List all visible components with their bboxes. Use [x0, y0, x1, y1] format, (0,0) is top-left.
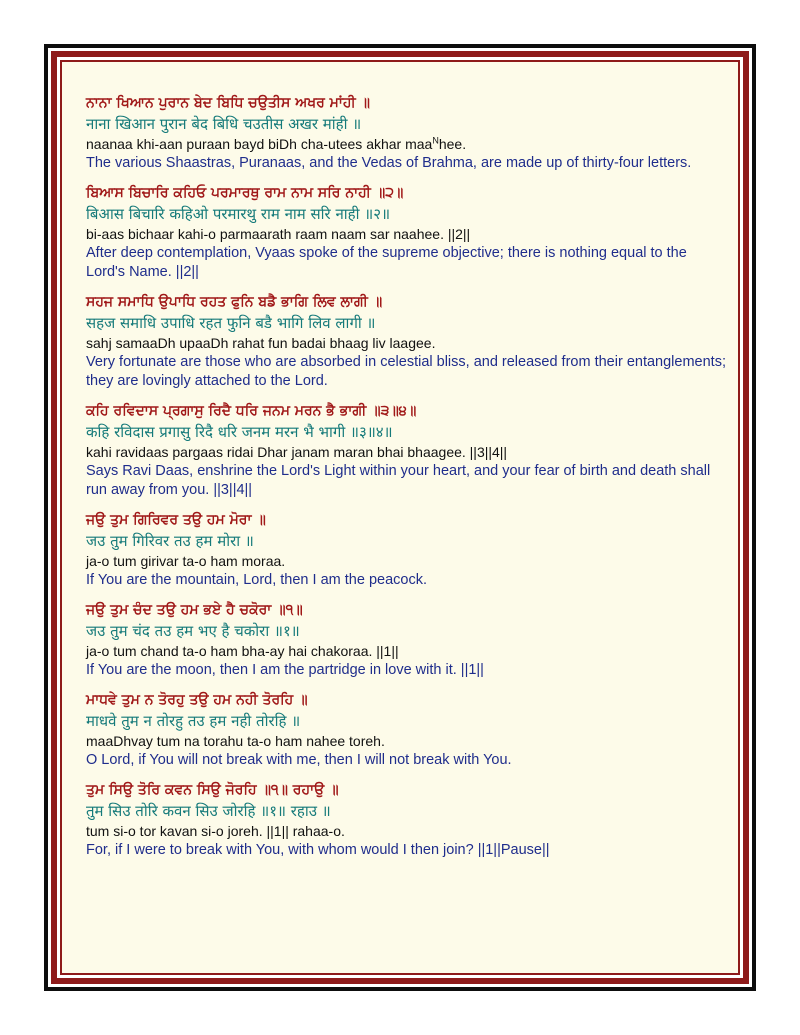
english-translation: Very fortunate are those who are absorbed in celestial bliss, and released from their entanglements; they are lovingly attached to the Lord.: [86, 354, 726, 389]
verse: [86, 780, 726, 860]
transliteration-tail: hee.: [438, 136, 467, 152]
verse: [86, 292, 726, 391]
devanagari-line: माधवे तुम न तोरहु तउ हम नही तोरहि ॥: [86, 712, 301, 730]
devanagari-line: तुम सिउ तोरि कवन सिउ जोरहि ॥१॥ रहाउ ॥: [86, 802, 331, 820]
gurmukhi-line: ਬਿਆਸ ਬਿਚਾਰਿ ਕਹਿਓ ਪਰਮਾਰਥੁ ਰਾਮ ਨਾਮ ਸਰਿ ਨਾਹੀ ॥੨॥: [86, 185, 404, 201]
transliteration-line: ja-o tum girivar ta-o ham moraa.: [86, 553, 286, 569]
verse: [86, 183, 726, 282]
gurmukhi-line: ਕਹਿ ਰਵਿਦਾਸ ਪ੍ਰਗਾਸੁ ਰਿਦੈ ਧਰਿ ਜਨਮ ਮਰਨ ਭੈ ਭਾਗੀ ॥੩॥੪॥: [86, 403, 417, 419]
verse: [86, 600, 726, 680]
devanagari-line: बिआस बिचारि कहिओ परमारथु राम नाम सरि नाही ॥२॥: [86, 205, 391, 223]
transliteration-line: sahj samaaDh upaaDh rahat fun badai bhaag liv laagee.: [86, 335, 436, 351]
english-translation: For, if I were to break with You, with whom would I then join? ||1||Pause||: [86, 842, 550, 858]
english-translation: Says Ravi Daas, enshrine the Lord's Light within your heart, and your fear of birth and death shall run away from you. ||3||4||: [86, 463, 711, 498]
verse-list: [86, 93, 726, 870]
transliteration-line: tum si-o tor kavan si-o joreh. ||1|| rahaa-o.: [86, 823, 345, 839]
gurmukhi-line: ਤੁਮ ਸਿਉ ਤੋਰਿ ਕਵਨ ਸਿਉ ਜੋਰਹਿ ॥੧॥ ਰਹਾਉ ॥: [86, 782, 339, 798]
gurmukhi-line: ਮਾਧਵੇ ਤੁਮ ਨ ਤੋਰਹੁ ਤਉ ਹਮ ਨਹੀ ਤੋਰਹਿ ॥: [86, 692, 308, 708]
english-translation: If You are the mountain, Lord, then I am the peacock.: [86, 572, 427, 588]
verse: [86, 510, 726, 590]
devanagari-line: कहि रविदास प्रगासु रिदै धरि जनम मरन भै भागी ॥३॥४॥: [86, 423, 393, 441]
devanagari-line: जउ तुम गिरिवर तउ हम मोरा ॥: [86, 532, 254, 550]
transliteration-line: maaDhvay tum na torahu ta-o ham nahee toreh.: [86, 733, 385, 749]
devanagari-line: सहज समाधि उपाधि रहत फुनि बडै भागि लिव लागी ॥: [86, 314, 376, 332]
devanagari-line: नाना खिआन पुरान बेद बिधि चउतीस अखर मांही ॥: [86, 115, 362, 133]
devanagari-line: जउ तुम चंद तउ हम भए है चकोरा ॥१॥: [86, 622, 300, 640]
english-translation: After deep contemplation, Vyaas spoke of the supreme objective; there is nothing equal to the Lord's Name. ||2||: [86, 245, 687, 280]
transliteration-line: ja-o tum chand ta-o ham bha-ay hai chakoraa. ||1||: [86, 643, 399, 659]
english-translation: The various Shaastras, Puranaas, and the Vedas of Brahma, are made up of thirty-four letters.: [86, 155, 692, 171]
transliteration-line: [86, 135, 726, 154]
english-translation: O Lord, if You will not break with me, then I will not break with You.: [86, 752, 512, 768]
verse: [86, 93, 726, 173]
gurmukhi-line: ਜਉ ਤੁਮ ਗਿਰਿਵਰ ਤਉ ਹਮ ਮੋਰਾ ॥: [86, 512, 266, 528]
verse: [86, 401, 726, 500]
english-translation: If You are the moon, then I am the partridge in love with it. ||1||: [86, 662, 484, 678]
transliteration-line: bi-aas bichaar kahi-o parmaarath raam naam sar naahee. ||2||: [86, 226, 471, 242]
transliteration-text: naanaa khi-aan puraan bayd biDh cha-utees akhar maa: [86, 136, 433, 152]
transliteration-superscript: N: [432, 135, 439, 146]
transliteration-line: kahi ravidaas pargaas ridai Dhar janam maran bhai bhaagee. ||3||4||: [86, 444, 508, 460]
gurmukhi-line: ਨਾਨਾ ਖਿਆਨ ਪੁਰਾਨ ਬੇਦ ਬਿਧਿ ਚਉਤੀਸ ਅਖਰ ਮਾਂਹੀ ॥: [86, 95, 370, 111]
gurmukhi-line: ਜਉ ਤੁਮ ਚੰਦ ਤਉ ਹਮ ਭਏ ਹੈ ਚਕੋਰਾ ॥੧॥: [86, 602, 303, 618]
gurmukhi-line: ਸਹਜ ਸਮਾਧਿ ਉਪਾਧਿ ਰਹਤ ਫੁਨਿ ਬਡੈ ਭਾਗਿ ਲਿਵ ਲਾਗੀ ॥: [86, 294, 383, 310]
verse: [86, 690, 726, 770]
